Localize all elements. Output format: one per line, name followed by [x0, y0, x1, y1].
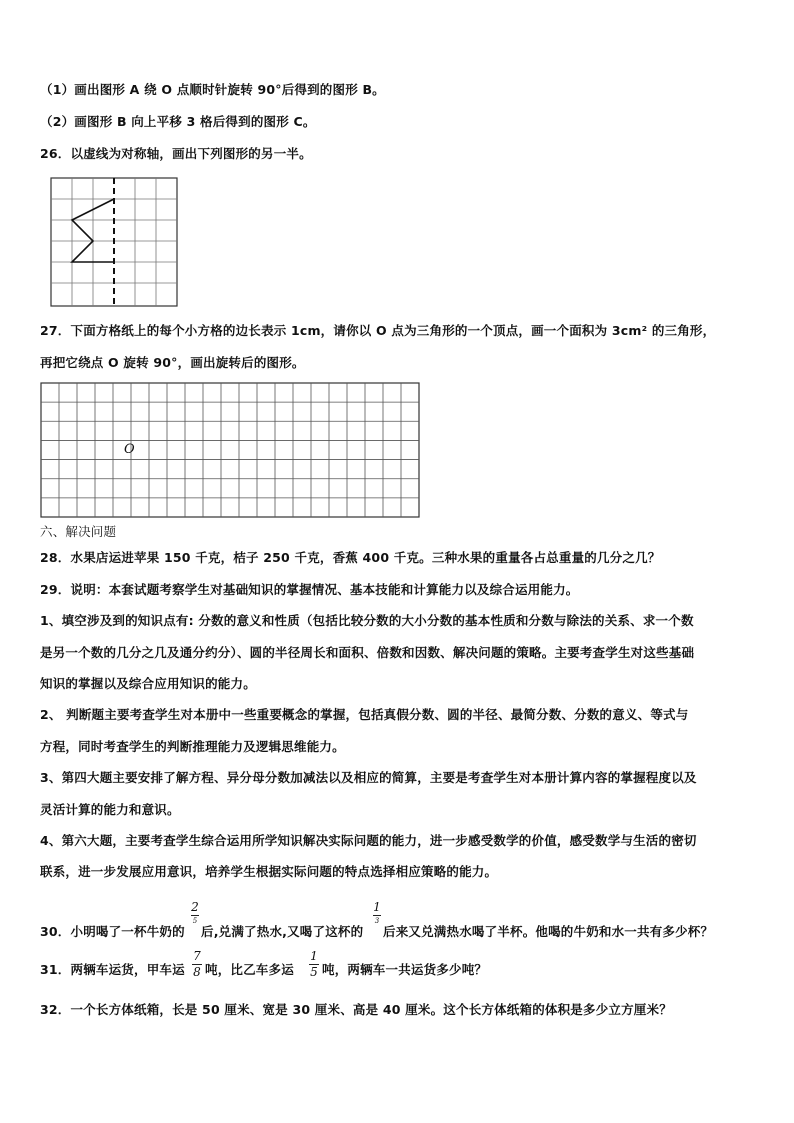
point-o-label: O	[124, 442, 135, 457]
q30-fraction-2-denominator: 3	[374, 917, 380, 925]
section-title: 六、解决问题	[40, 524, 117, 539]
q27-line2: 再把它绕点 O 旋转 90°，画出旋转后的图形。	[40, 355, 305, 370]
q29-p2-line1: 2、 判断题主要考查学生对本册中一些重要概念的掌握，包括真假分数、圆的半径、最简分数、分数的意义、等式与	[40, 707, 689, 722]
q29-p4-line1: 4、第六大题，主要考查学生综合运用所学知识解决实际问题的能力，进一步感受数学的价值，感受数学与生活的密切	[40, 833, 697, 848]
q31-fraction-1-numerator: 7	[193, 949, 201, 963]
q31-text-part1: 31．两辆车运货，甲车运	[40, 962, 185, 977]
q30-fraction-2-numerator: 1	[373, 900, 381, 914]
q27-grid-paper	[40, 382, 420, 518]
q28-question: 28．水果店运进苹果 150 千克，桔子 250 千克，香蕉 400 千克。三种水果的重量各占总重量的几分之几？	[40, 550, 661, 565]
q29-p3-line1: 3、第四大题主要安排了解方程、异分母分数加减法以及相应的简算，主要是考查学生对本册计算内容的掌握程度以及	[40, 770, 697, 785]
q26-question: 26．以虚线为对称轴，画出下列图形的另一半。	[40, 146, 312, 161]
q29-p1-line1: 1、填空涉及到的知识点有: 分数的意义和性质（包括比较分数的大小分数的基本性质和分数与除法的关系、求一个数	[40, 613, 694, 628]
q29-p2-line2: 方程，同时考查学生的判断推理能力及逻辑思维能力。	[40, 739, 345, 754]
q30-fraction-1-numerator: 2	[191, 900, 199, 914]
q30-text-part1: 30．小明喝了一杯牛奶的	[40, 924, 185, 939]
q31-fraction-1-denominator: 8	[193, 965, 201, 979]
q31-fraction-1	[192, 950, 202, 979]
q31-fraction-2-numerator: 1	[310, 949, 318, 963]
q30-fraction-1	[191, 900, 199, 925]
q29-p1-line3: 知识的掌握以及综合应用知识的能力。	[40, 676, 256, 691]
q30-fraction-1-denominator: 5	[192, 917, 198, 925]
q30-fraction-2	[373, 900, 381, 925]
q31-text-part3: 吨，两辆车一共运货多少吨？	[322, 962, 488, 977]
q30-text-part3: 后来又兑满热水喝了半杯。他喝的牛奶和水一共有多少杯？	[383, 924, 714, 939]
q29-p4-line2: 联系，进一步发展应用意识，培养学生根据实际问题的特点选择相应策略的能力。	[40, 864, 498, 879]
q31-fraction-2	[309, 950, 319, 979]
q30-text-part2: 后,兑满了热水,又喝了这杯的	[201, 924, 364, 939]
q25-part2: （2）画图形 B 向上平移 3 格后得到的图形 C。	[40, 114, 316, 129]
q29-p1-line2: 是另一个数的几分之几及通分约分）、圆的半径周长和面积、倍数和因数、解决问题的策略。主要考查学生对这些基础	[40, 645, 695, 660]
q26-symmetry-grid	[50, 177, 178, 307]
q25-part1: （1）画出图形 A 绕 O 点顺时针旋转 90°后得到的图形 B。	[40, 82, 385, 97]
q29-question: 29．说明：本套试题考察学生对基础知识的掌握情况、基本技能和计算能力以及综合运用能力。	[40, 582, 579, 597]
q32-question: 32．一个长方体纸箱，长是 50 厘米、宽是 30 厘米、高是 40 厘米。这个长方体纸箱的体积是多少立方厘米？	[40, 1002, 672, 1017]
q29-p3-line2: 灵活计算的能力和意识。	[40, 802, 180, 817]
q31-fraction-2-denominator: 5	[310, 965, 318, 979]
q27-line1: 27．下面方格纸上的每个小方格的边长表示 1cm，请你以 O 点为三角形的一个顶点，画一个面积为 3cm² 的三角形，	[40, 323, 716, 338]
q31-text-part2: 吨，比乙车多运	[205, 962, 294, 977]
